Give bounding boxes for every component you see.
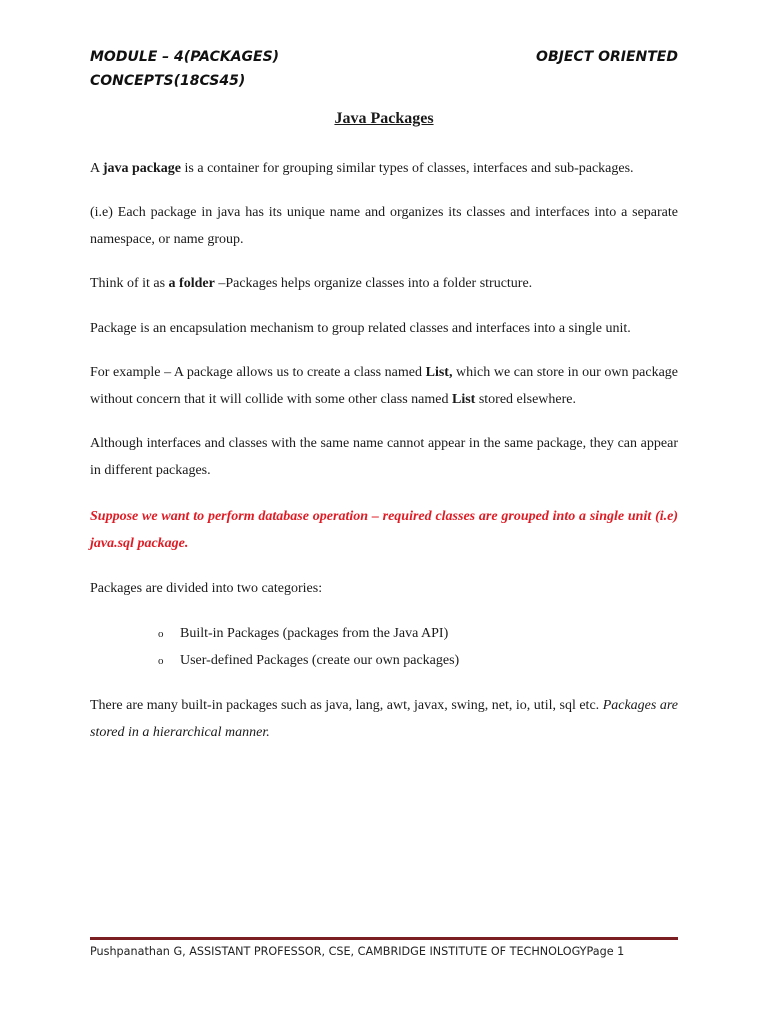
p3-pre: Think of it as xyxy=(90,276,169,291)
paragraph-encapsulation: Package is an encapsulation mechanism to group related classes and interfaces into a single unit. xyxy=(90,321,631,336)
header-subject: OBJECT ORIENTED xyxy=(536,49,678,65)
p5-post: stored elsewhere. xyxy=(475,392,577,407)
p1-pre: A xyxy=(90,161,103,176)
paragraph-definition xyxy=(90,155,678,182)
paragraph-builtin xyxy=(90,692,678,746)
bullet-icon: o xyxy=(158,628,164,640)
p3-post: –Packages helps organize classes into a folder structure. xyxy=(214,276,533,291)
paragraph-categories: Packages are divided into two categories: xyxy=(90,581,323,596)
footer-page-label: Page xyxy=(586,945,614,958)
paragraph-folder xyxy=(90,270,678,297)
p3-bold: a folder xyxy=(168,276,215,291)
list-item xyxy=(158,624,448,644)
footer-page-number: 1 xyxy=(617,945,625,958)
header-subject-line2: CONCEPTS(18CS45) xyxy=(90,73,246,89)
list-item xyxy=(158,651,459,671)
page-title: Java Packages xyxy=(334,110,434,127)
paragraph-namespace: (i.e) Each package in java has its unique name and organizes its classes and interfaces into a separate namespace, or name group. xyxy=(90,205,678,247)
bullet-icon: o xyxy=(158,655,164,667)
footer-rule xyxy=(90,937,678,940)
p1-post: is a container for grouping similar types of classes, interfaces and sub-packages. xyxy=(181,161,634,176)
bullet-text: User-defined Packages (create our own packages) xyxy=(180,653,460,668)
p5-pre: For example – A package allows us to create a class named xyxy=(90,365,426,380)
footer xyxy=(90,945,690,958)
p5-bold-list: List, xyxy=(425,365,453,380)
p1-bold: java package xyxy=(102,161,182,176)
p9-italic: Packages are stored in a hierarchical manner. xyxy=(90,698,678,740)
header-module: MODULE – 4(PACKAGES) xyxy=(90,49,280,65)
bullet-text: Built-in Packages (packages from the Java API) xyxy=(180,626,449,641)
paragraph-highlight: Suppose we want to perform database operation – required classes are grouped into a single unit (i.e) java.sql package. xyxy=(90,509,678,551)
footer-author: Pushpanathan G, ASSISTANT PROFESSOR, CSE, CAMBRIDGE INSTITUTE OF TECHNOLOGY xyxy=(90,945,587,958)
paragraph-same-name: Although interfaces and classes with the same name cannot appear in the same package, they can appear in different packages. xyxy=(90,436,678,478)
p9-text: There are many built-in packages such as java, lang, awt, javax, swing, net, io, util, sql etc. xyxy=(90,698,603,713)
p5-mid: which we can store in our own package without concern that it will collide with some other class named xyxy=(90,365,678,407)
p5-bold-list2: List xyxy=(451,392,476,407)
paragraph-example xyxy=(90,359,678,413)
